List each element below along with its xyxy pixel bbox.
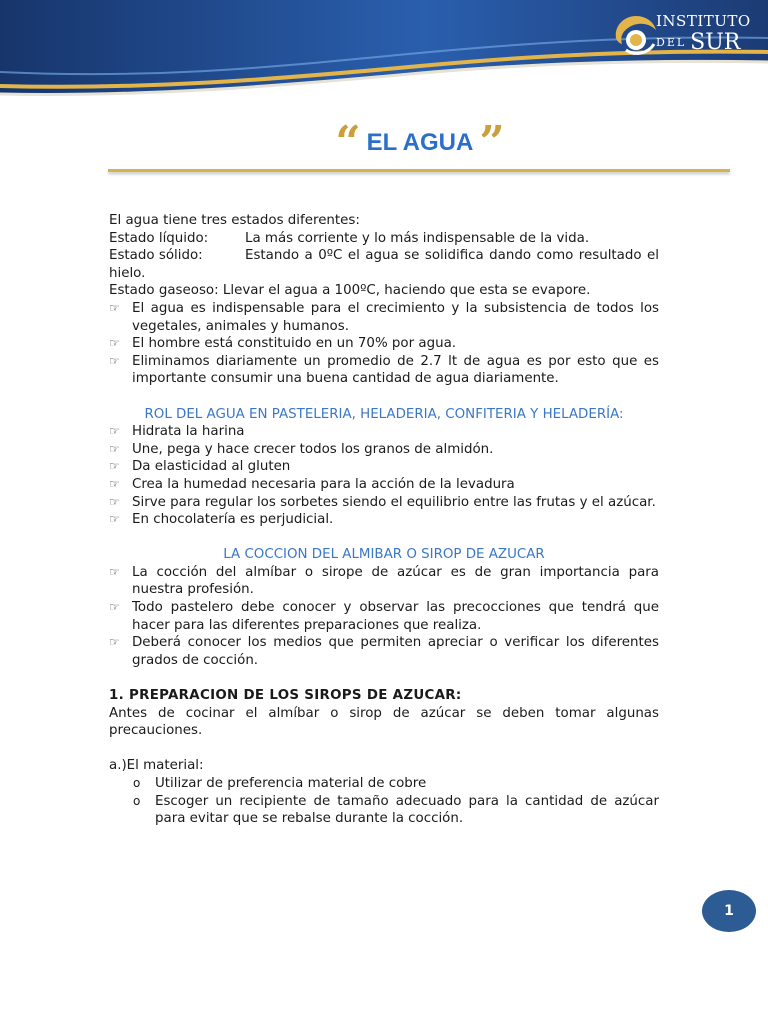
list-item (109, 441, 659, 459)
section-heading-rol: ROL DEL AGUA EN PASTELERIA, HELADERIA, CONFITERIA Y HELADERÍA: (144, 406, 624, 422)
state-liquid-text: La más corriente y lo más indispensable de la vida. (245, 230, 590, 246)
list-item-text: Todo pastelero debe conocer y observar las precocciones que tendrá que hacer para las diferentes preparaciones que realiza. (132, 600, 659, 633)
list-item-text: Deberá conocer los medios que permiten apreciar o verificar los diferentes grados de cocción. (132, 635, 659, 668)
circle-bullet-icon: o (133, 793, 141, 808)
list-item (109, 353, 659, 388)
list-item (109, 634, 659, 669)
list-item-text: Sirve para regular los sorbetes siendo el equilibrio entre las frutas y el azúcar. (132, 494, 656, 510)
state-gas (109, 282, 659, 300)
pointing-hand-icon: ☞ (109, 494, 120, 509)
logo-text-instituto: INSTITUTO (656, 12, 751, 30)
document-body (109, 212, 659, 828)
logo-text-line2 (656, 30, 766, 55)
list-item (109, 511, 659, 529)
pointing-hand-icon: ☞ (109, 300, 120, 315)
pointing-hand-icon: ☞ (109, 424, 120, 439)
close-quote-mark: ” (479, 117, 505, 168)
pointing-hand-icon: ☞ (109, 564, 120, 579)
list-item-text: Hidrata la harina (132, 424, 245, 440)
state-solid-label: Estado sólido: (109, 248, 203, 264)
material-label: a.)El material: (109, 758, 204, 774)
state-gas-label: Estado gaseoso: (109, 283, 219, 299)
sub-list-item-text: Utilizar de preferencia material de cobre (155, 776, 427, 791)
list-item (109, 458, 659, 476)
pointing-hand-icon: ☞ (109, 353, 120, 368)
institute-logo (612, 10, 762, 60)
title-text: EL AGUA (366, 129, 474, 156)
pointing-hand-icon: ☞ (109, 441, 120, 456)
section-heading-coccion: LA COCCION DEL ALMIBAR O SIROP DE AZUCAR (223, 547, 545, 563)
list-item-text: Da elasticidad al gluten (132, 459, 291, 475)
pointing-hand-icon: ☞ (109, 635, 120, 650)
states-intro: El agua tiene tres estados diferentes: (109, 213, 360, 228)
list-item (109, 300, 659, 335)
section-heading-preparacion: 1. PREPARACION DE LOS SIROPS DE AZUCAR: (109, 688, 462, 704)
sub-list-item-text: Escoger un recipiente de tamaño adecuado para la cantidad de azúcar para evitar que se rebalse durante la cocción. (155, 793, 659, 827)
logo-text-del: DEL (656, 36, 687, 49)
list-item (109, 335, 659, 353)
pointing-hand-icon: ☞ (109, 512, 120, 527)
sub-list-item (109, 775, 659, 793)
page-number-badge: 1 (702, 890, 756, 932)
circle-bullet-icon: o (133, 776, 141, 790)
list-item (109, 564, 659, 599)
pointing-hand-icon: ☞ (109, 476, 120, 491)
sub-list-item (109, 793, 659, 828)
logo-text-sur: SUR (690, 30, 741, 55)
state-liquid (109, 230, 659, 248)
logo-mark-icon (612, 10, 658, 58)
page-title (110, 117, 730, 168)
list-item-text: En chocolatería es perjudicial. (132, 512, 334, 528)
list-item (109, 494, 659, 512)
state-gas-text: Llevar el agua a 100ºC, haciendo que esta se evapore. (222, 283, 591, 299)
state-liquid-label: Estado líquido: (109, 230, 209, 246)
pointing-hand-icon: ☞ (109, 336, 120, 351)
list-item (109, 476, 659, 494)
list-item-text: El hombre está constituido en un 70% por agua. (132, 336, 457, 352)
title-underline (108, 169, 730, 172)
list-item-text: La cocción del almíbar o sirope de azúcar es de gran importancia para nuestra profesión. (132, 564, 659, 598)
list-item-text: Crea la humedad necesaria para la acción de la levadura (132, 476, 515, 492)
list-item-text: Une, pega y hace crecer todos los granos de almidón. (132, 441, 494, 457)
list-item-text: Eliminamos diariamente un promedio de 2.7 lt de agua es por esto que es importante consumir una buena cantidad de agua diariamente. (132, 353, 659, 387)
state-solid (109, 247, 659, 282)
preparacion-intro: Antes de cocinar el almíbar o sirop de azúcar se deben tomar algunas precauciones. (109, 705, 659, 739)
pointing-hand-icon: ☞ (109, 459, 120, 474)
pointing-hand-icon: ☞ (109, 600, 120, 615)
state-solid-text: Estando a 0ºC el agua se solidifica dando como resultado el hielo. (109, 248, 659, 281)
open-quote-mark: “ (335, 117, 361, 168)
list-item (109, 599, 659, 634)
list-item-text: El agua es indispensable para el crecimiento y la subsistencia de todos los vegetales, animales y humanos. (132, 300, 659, 334)
list-item (109, 423, 659, 441)
